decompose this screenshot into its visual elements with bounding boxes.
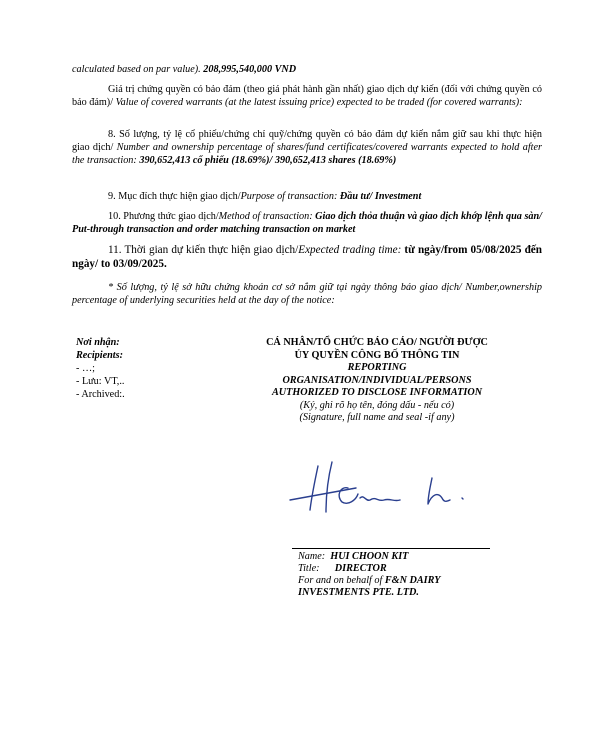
footnote-paragraph bbox=[72, 281, 542, 307]
recipients-title-en: Recipients: bbox=[76, 350, 123, 361]
reporter-title-vn-1: CÁ NHÂN/TỔ CHỨC BÁO CÁO/ NGƯỜI ĐƯỢC bbox=[266, 337, 488, 348]
item-10-vn: 10. Phương thức giao dịch/ bbox=[108, 211, 219, 222]
item-9-en: Purpose of transaction: bbox=[240, 191, 340, 202]
covered-warrant-en: Value of covered warrants (at the latest issuing price) expected to be traded (for covered warrants): bbox=[115, 97, 523, 108]
item-9-vn: 9. Mục đích thực hiện giao dịch/ bbox=[108, 191, 241, 202]
footnote-en: Number,ownership percentage of underlying securities held at the day of the notice: bbox=[72, 282, 542, 306]
item-11-en: Expected trading time: bbox=[298, 244, 405, 256]
item-8-value: 390,652,413 cổ phiếu (18.69%)/ 390,652,413 shares (18.69%) bbox=[139, 155, 397, 166]
item-8-vn: 8. Số lượng, tỷ lệ cổ phiếu/chứng chỉ quỹ/chứng quyền có bảo đảm dự kiến nắm giữ sau khi thực hiện giao dịch/ bbox=[72, 129, 542, 153]
footnote-vn: Số lượng, tỷ lệ sở hữu chứng khoán cơ sở nắm giữ tại ngày thông báo giao dịch/ bbox=[113, 282, 466, 293]
item-8-paragraph bbox=[72, 128, 542, 167]
item-10-en: Method of transaction: bbox=[218, 211, 316, 222]
recipients-title-vn: Nơi nhận: bbox=[76, 337, 120, 348]
reporter-title-vn-2: ỦY QUYỀN CÔNG BỐ THÔNG TIN bbox=[294, 349, 460, 361]
signer-name: HUI CHOON KIT bbox=[330, 551, 409, 562]
covered-warrant-vn: Giá trị chứng quyền có bảo đảm (theo giá phát hành gần nhất) giao dịch dự kiến (đối với chứng quyền có bảo đảm)/ bbox=[72, 84, 542, 108]
item-11-vn: 11. Thời gian dự kiến thực hiện giao dịch/ bbox=[108, 244, 299, 256]
behalf-label: For and on behalf of bbox=[298, 575, 385, 586]
item-9-paragraph bbox=[72, 190, 542, 203]
company-name-1: F&N DAIRY bbox=[384, 575, 441, 586]
item-10-value: Giao dịch thỏa thuận và giao dịch khớp lệnh qua sàn/ Put-through transaction and order matching transaction on market bbox=[72, 211, 543, 235]
company-name-2: INVESTMENTS PTE. LTD. bbox=[298, 587, 419, 598]
item-8-en: Number and ownership percentage of shares/fund certificates/covered warrants expected to hold after the transaction: bbox=[72, 142, 542, 166]
signature-line bbox=[292, 548, 490, 549]
item-11-paragraph bbox=[72, 243, 542, 271]
name-label: Name: bbox=[298, 551, 326, 562]
reporter-block bbox=[232, 336, 522, 424]
calculated-line bbox=[72, 63, 542, 76]
signer-title-line bbox=[298, 562, 538, 574]
recipient-item: - Archived:. bbox=[76, 389, 125, 400]
title-label: Title: bbox=[298, 563, 320, 574]
covered-warrant-paragraph bbox=[72, 83, 542, 109]
recipient-item: - …; bbox=[76, 363, 95, 374]
signature-instruction-vn: (Ký, ghi rõ họ tên, đóng dấu - nếu có) bbox=[299, 399, 455, 411]
handwritten-signature bbox=[282, 458, 472, 528]
item-11-value: từ ngày/from 05/08/2025 đến ngày/ to 03/09/2025. bbox=[72, 244, 542, 270]
reporter-title-en-3: AUTHORIZED TO DISCLOSE INFORMATION bbox=[271, 387, 483, 398]
signer-block bbox=[298, 550, 538, 598]
signature-instruction-en: (Signature, full name and seal -if any) bbox=[299, 412, 455, 423]
reporter-title-en-2: ORGANISATION/INDIVIDUAL/PERSONS bbox=[282, 374, 472, 386]
item-10-paragraph bbox=[72, 210, 542, 236]
reporter-title-en-1: REPORTING bbox=[347, 362, 407, 373]
signer-behalf-line bbox=[298, 574, 538, 586]
item-9-value: Đầu tư/ Investment bbox=[339, 191, 422, 202]
signer-name-line bbox=[298, 550, 538, 562]
signer-title: DIRECTOR bbox=[334, 563, 387, 574]
calculated-text: calculated based on par value). bbox=[72, 64, 204, 75]
recipient-item: - Lưu: VT,.. bbox=[76, 376, 125, 387]
footnote-star: * bbox=[108, 282, 114, 293]
calculated-value: 208,995,540,000 VND bbox=[203, 64, 297, 75]
recipients-block bbox=[76, 336, 226, 401]
